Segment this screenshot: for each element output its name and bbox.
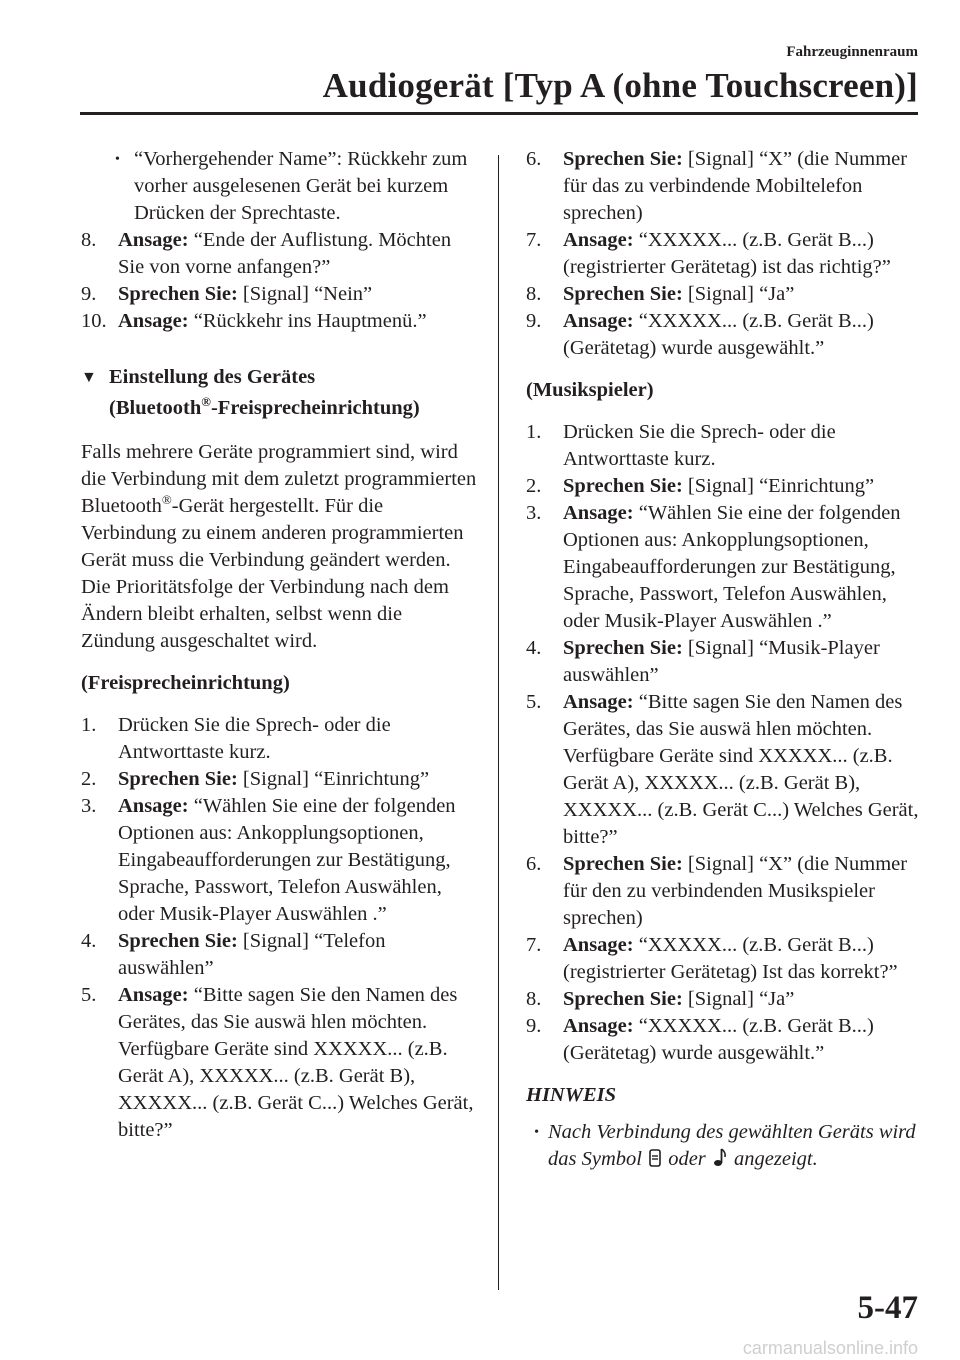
- step-item: [81, 793, 481, 928]
- step-label: Sprechen Sie:: [563, 475, 683, 497]
- left-column: [81, 146, 481, 1144]
- registered-mark: ®: [201, 394, 211, 410]
- step-item: [526, 932, 921, 986]
- step-text: “XXXXX... (z.B. Gerät B...) (registrierter Gerätetag) Ist das korrekt?”: [563, 934, 898, 983]
- steps-list-a: [81, 227, 481, 335]
- step-text: [Signal] “Einrichtung”: [242, 768, 430, 790]
- step-label: Sprechen Sie:: [118, 283, 238, 305]
- step-label: Sprechen Sie:: [118, 930, 238, 952]
- registered-mark: ®: [161, 492, 172, 508]
- step-label: Ansage:: [563, 691, 634, 713]
- note-text-mid: oder: [668, 1148, 706, 1170]
- step-text: Drücken Sie die Sprech- oder die Antworttaste kurz.: [118, 714, 391, 763]
- step-item: [526, 419, 921, 473]
- watermark: carmanualsonline.info: [742, 1338, 918, 1358]
- step-number: 4.: [526, 637, 542, 659]
- steps-list-b: [81, 712, 481, 1144]
- step-label: Sprechen Sie:: [563, 637, 683, 659]
- step-text: “Wählen Sie eine der folgenden Optionen aus: Ankopplungsoptionen, Eingabeaufforderungen zur Bestätigung, Sprache, Passwort, Telefon Auswählen, oder Musik-Player Auswählen .”: [118, 795, 456, 925]
- step-item: [81, 227, 481, 281]
- step-item: [526, 500, 921, 635]
- step-label: Ansage:: [118, 229, 189, 251]
- step-text: “XXXXX... (z.B. Gerät B...) (Gerätetag) wurde ausgewählt.”: [563, 310, 874, 359]
- step-item: [526, 986, 921, 1013]
- step-number: 7.: [526, 934, 542, 956]
- note-text-post: angezeigt.: [734, 1148, 818, 1170]
- step-item: [526, 227, 921, 281]
- step-number: 3.: [81, 795, 97, 817]
- step-text: “XXXXX... (z.B. Gerät B...) (registrierter Gerätetag) ist das richtig?”: [563, 229, 891, 278]
- step-label: Sprechen Sie:: [563, 148, 683, 170]
- step-text: “XXXXX... (z.B. Gerät B...) (Gerätetag) wurde ausgewählt.”: [563, 1015, 874, 1064]
- step-item: [526, 1013, 921, 1067]
- step-label: Sprechen Sie:: [563, 988, 683, 1010]
- step-label: Ansage:: [563, 310, 634, 332]
- steps-list-d: [526, 419, 921, 1067]
- step-label: Ansage:: [118, 795, 189, 817]
- body-paragraph: [81, 439, 481, 655]
- phone-icon: [649, 1148, 661, 1175]
- step-label: Sprechen Sie:: [563, 283, 683, 305]
- step-item: [81, 928, 481, 982]
- section-label: Fahrzeuginnenraum: [786, 44, 918, 60]
- step-text: [Signal] “X” (die Nummer für den zu verbindenden Musikspieler sprechen): [563, 853, 908, 929]
- heading-line-2-pre: (Bluetooth: [109, 397, 202, 419]
- step-number: 4.: [81, 930, 97, 952]
- step-text: “Bitte sagen Sie den Namen des Gerätes, das Sie auswä hlen möchten. Verfügbare Geräte sind XXXXX... (z.B. Gerät A), XXXXX... (z.B. Gerät B), XXXXX... (z.B. Gerät C...) Welches Gerät, bitte?”: [563, 691, 919, 848]
- step-item: [81, 712, 481, 766]
- step-number: 2.: [81, 768, 97, 790]
- note-item: [526, 1119, 921, 1175]
- step-text: [Signal] “Nein”: [242, 283, 373, 305]
- step-text: [Signal] “Einrichtung”: [687, 475, 875, 497]
- heading-line-2-post: -Freisprecheinrichtung): [210, 397, 420, 419]
- paragraph-text-2: -Gerät hergestellt. Für die Verbindung zu einem anderen programmierten Gerät muss die Verbindung geändert werden. Die Prioritätsfolge der Verbindung nach dem Ändern bleibt erhalten, selbst wenn die Zündung ausgeschaltet wird.: [81, 495, 464, 652]
- right-column: [526, 146, 921, 1175]
- step-text: [Signal] “Musik-Player auswählen”: [563, 637, 880, 686]
- music-note-icon: [713, 1147, 727, 1175]
- step-text: “Wählen Sie eine der folgenden Optionen aus: Ankopplungsoptionen, Eingabeaufforderungen zur Bestätigung, Sprache, Passwort, Telefon Auswählen, oder Musik-Player Auswählen .”: [563, 502, 901, 632]
- step-item: [81, 766, 481, 793]
- step-number: 8.: [526, 988, 542, 1010]
- bullet-item: [81, 146, 481, 227]
- step-number: 3.: [526, 502, 542, 524]
- bullet-text: “Vorhergehender Name”: Rückkehr zum vorher ausgelesenen Gerät bei kurzem Drücken der Sprechtaste.: [134, 148, 468, 224]
- step-label: Ansage:: [118, 984, 189, 1006]
- step-text: [Signal] “Ja”: [687, 988, 795, 1010]
- page-title: Audiogerät [Typ A (ohne Touchscreen)]: [322, 66, 918, 105]
- step-label: Ansage:: [118, 310, 189, 332]
- step-number: 2.: [526, 475, 542, 497]
- step-number: 5.: [81, 984, 97, 1006]
- step-number: 8.: [81, 229, 97, 251]
- page-number: 5-47: [857, 1290, 918, 1326]
- step-number: 1.: [526, 421, 542, 443]
- step-number: 6.: [526, 853, 542, 875]
- step-item: [81, 308, 481, 335]
- note-text-pre: Nach Verbindung des gewählten Geräts wird das Symbol: [548, 1121, 916, 1170]
- column-divider: [498, 155, 499, 1290]
- bullet-dot: •: [534, 1125, 539, 1140]
- step-text: “Bitte sagen Sie den Namen des Gerätes, das Sie auswä hlen möchten. Verfügbare Geräte sind XXXXX... (z.B. Gerät A), XXXXX... (z.B. Gerät B), XXXXX... (z.B. Gerät C...) Welches Gerät, bitte?”: [118, 984, 474, 1141]
- step-item: [526, 146, 921, 227]
- step-label: Ansage:: [563, 934, 634, 956]
- step-text: [Signal] “X” (die Nummer für das zu verbindende Mobiltelefon sprechen): [563, 148, 908, 224]
- subheading-music-player: (Musikspieler): [526, 379, 654, 401]
- step-item: [81, 281, 481, 308]
- step-text: [Signal] “Telefon auswählen”: [118, 930, 386, 979]
- step-number: 1.: [81, 714, 97, 736]
- step-text: [Signal] “Ja”: [687, 283, 795, 305]
- step-item: [526, 851, 921, 932]
- step-label: Ansage:: [563, 1015, 634, 1037]
- step-item: [81, 982, 481, 1144]
- heading-line-1: Einstellung des Gerätes: [109, 366, 316, 388]
- steps-list-c: [526, 146, 921, 362]
- step-number: 9.: [526, 310, 542, 332]
- paragraph-text-1: Falls mehrere Geräte programmiert sind, wird die Verbindung mit dem zuletzt programmierten Bluetooth: [81, 441, 477, 517]
- header-rule: [80, 112, 918, 115]
- step-label: Ansage:: [563, 229, 634, 251]
- step-label: Sprechen Sie:: [563, 853, 683, 875]
- step-label: Sprechen Sie:: [118, 768, 238, 790]
- note-heading: HINWEIS: [526, 1084, 617, 1106]
- section-heading: [81, 362, 481, 424]
- step-number: 5.: [526, 691, 542, 713]
- step-label: Ansage:: [563, 502, 634, 524]
- step-text: “Rückkehr ins Hauptmenü.”: [193, 310, 427, 332]
- step-item: [526, 473, 921, 500]
- bullet-dot: •: [115, 152, 120, 167]
- step-item: [526, 308, 921, 362]
- step-text: Drücken Sie die Sprech- oder die Antworttaste kurz.: [563, 421, 836, 470]
- step-number: 9.: [81, 283, 97, 305]
- subheading-handsfree: (Freisprecheinrichtung): [81, 672, 290, 694]
- step-number: 6.: [526, 148, 542, 170]
- step-number: 8.: [526, 283, 542, 305]
- step-number: 7.: [526, 229, 542, 251]
- step-number: 10.: [81, 310, 107, 332]
- step-item: [526, 281, 921, 308]
- step-text: “Ende der Auflistung. Möchten Sie von vorne anfangen?”: [118, 229, 452, 278]
- step-number: 9.: [526, 1015, 542, 1037]
- step-item: [526, 635, 921, 689]
- step-item: [526, 689, 921, 851]
- triangle-down-icon: ▼: [81, 369, 97, 386]
